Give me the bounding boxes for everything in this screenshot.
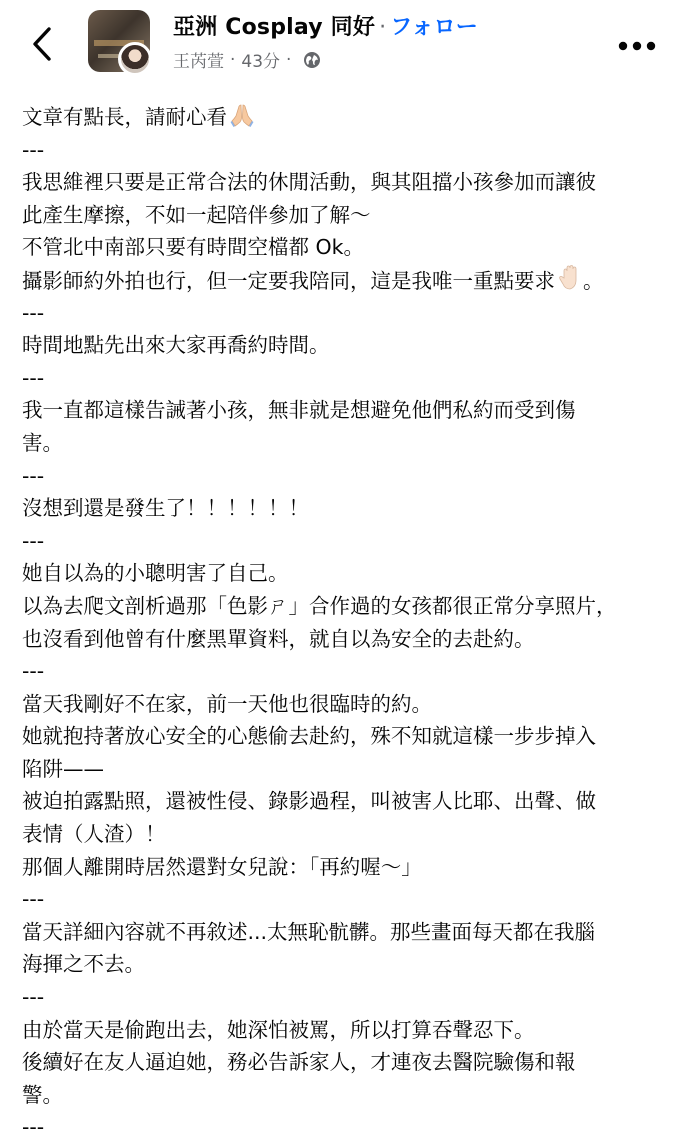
group-title-line [173, 10, 478, 41]
post-line [22, 818, 662, 851]
post-line-text: 被迫拍露點照，還被性侵、錄影過程，叫被害人比耶、出聲、做 [22, 789, 596, 814]
title-separator: · [379, 15, 387, 40]
post-line [22, 948, 662, 981]
post-line-text: 我思維裡只要是正常合法的休閒活動，與其阻擋小孩參加而讓彼 [22, 170, 596, 195]
post-line [22, 753, 662, 786]
post-time[interactable]: 43分 [241, 52, 281, 72]
follow-button[interactable]: フォロー [390, 15, 478, 40]
post-line-text: 攝影師約外拍也行，但一定要我陪同，這是我唯一重點要求 [22, 268, 555, 293]
post-line [22, 460, 662, 493]
post-line-text: 時間地點先出來大家再喬約時間。 [22, 333, 330, 358]
post-line [22, 1014, 662, 1047]
avatar-group[interactable] [88, 10, 154, 76]
post-line-text: --- [22, 985, 45, 1010]
post-line [22, 101, 662, 134]
author-name[interactable]: 王芮萱 [173, 52, 224, 72]
post-line-text: 海揮之不去。 [22, 952, 145, 977]
post-line-text: 也沒看到他曾有什麼黑單資料，就自以為安全的去赴約。 [22, 626, 535, 651]
post-line [22, 492, 662, 525]
post-line-text: 害。 [22, 430, 63, 455]
meta-separator: · [230, 49, 236, 70]
post-line [22, 166, 662, 199]
post-line-text: --- [22, 659, 45, 684]
author-avatar[interactable] [118, 42, 152, 76]
chevron-left-icon [31, 26, 53, 62]
post-line [22, 525, 662, 558]
post-line [22, 916, 662, 949]
folded-hands-emoji [229, 102, 255, 138]
post-line-text: --- [22, 528, 45, 553]
post-line [22, 785, 662, 818]
post-line-text: 以為去爬文剖析過那「色影ㄕ」合作過的女孩都很正常分享照片， [22, 593, 617, 618]
post-line-text: 文章有點長，請耐心看 [22, 105, 227, 129]
post-line-text: 此產生摩擦，不如一起陪伴參加了解～ [22, 202, 371, 227]
raised-hand-emoji [557, 264, 583, 302]
post-line [22, 362, 662, 395]
post-line-text: 陷阱—— [22, 756, 104, 781]
post-line-text: 那個人離開時居然還對女兒說：「再約喔～」 [22, 854, 422, 879]
post-line [22, 231, 662, 264]
post-line-text: 警。 [22, 1082, 63, 1107]
post-line [22, 981, 662, 1014]
post-line-text: --- [22, 137, 45, 162]
post-line-text: --- [22, 1115, 45, 1140]
post-line [22, 851, 662, 884]
post-line-text: 我一直都這樣告誡著小孩，無非就是想避免他們私約而受到傷 [22, 398, 576, 423]
post-line [22, 1079, 662, 1112]
post-line [22, 1111, 662, 1144]
post-header [0, 0, 679, 84]
post-line-text: 她自以為的小聰明害了自己。 [22, 561, 289, 586]
post-line-text: --- [22, 300, 45, 325]
post-line [22, 688, 662, 721]
post-line-text: --- [22, 887, 45, 912]
post-body [22, 101, 662, 1144]
post-line-text: 沒想到還是發生了！！！！！！ [22, 496, 309, 521]
post-line [22, 329, 662, 362]
post-line [22, 394, 662, 427]
post-line [22, 655, 662, 688]
post-line [22, 199, 662, 232]
back-button[interactable] [22, 22, 62, 66]
post-line-text: --- [22, 463, 45, 488]
post-line [22, 427, 662, 460]
globe-icon [303, 51, 321, 69]
post-line [22, 134, 662, 167]
post-line-text: --- [22, 365, 45, 390]
post-line-text: 當天我剛好不在家，前一天他也很臨時的約。 [22, 691, 432, 716]
post-line-text: 由於當天是偷跑出去，她深怕被罵，所以打算吞聲忍下。 [22, 1017, 535, 1042]
post-line-text: 表情（人渣）！ [22, 822, 166, 847]
post-line [22, 590, 662, 623]
post-line-text: 她就抱持著放心安全的心態偷去赴約，殊不知就這樣一步步掉入 [22, 724, 596, 749]
group-name-link[interactable]: 亞洲 Cosplay 同好 [173, 15, 376, 40]
post-meta [173, 47, 321, 72]
post-line [22, 623, 662, 656]
post-line-text: 後續好在友人逼迫她，務必告訴家人，才連夜去醫院驗傷和報 [22, 1050, 576, 1075]
post-line [22, 883, 662, 916]
more-horizontal-icon [617, 41, 657, 51]
post-line-text: 當天詳細內容就不再敘述...太無恥骯髒。那些畫面每天都在我腦 [22, 919, 596, 944]
more-options-button[interactable] [614, 33, 660, 59]
post-line [22, 264, 662, 297]
post-line-suffix: 。 [583, 268, 604, 293]
post-line [22, 720, 662, 753]
post-line [22, 1046, 662, 1079]
meta-separator-2: · [286, 49, 292, 70]
post-line [22, 557, 662, 590]
post-line-text: 不管北中南部只要有時間空檔都 Ok。 [22, 235, 365, 260]
